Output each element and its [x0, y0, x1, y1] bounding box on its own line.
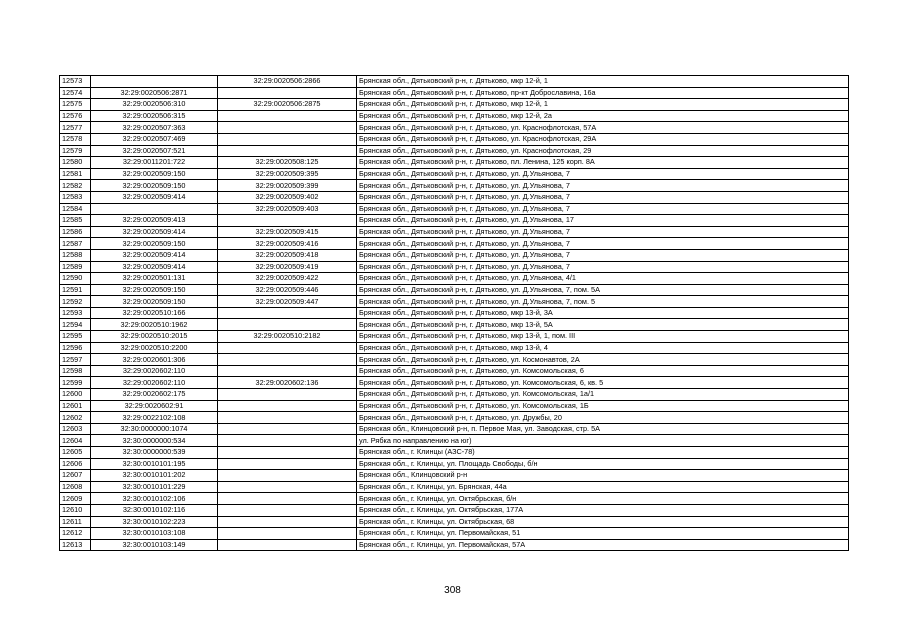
object-number-cell: 32:29:0020509:447: [218, 296, 357, 308]
address-cell: Брянская обл., Клинцовский р-н: [357, 470, 849, 482]
row-number-cell: 12579: [60, 145, 91, 157]
object-number-cell: [218, 539, 357, 551]
address-cell: Брянская обл., Дятьковский р-н, г. Дятьково, мкр 13-й, 5А: [357, 319, 849, 331]
table-row: [60, 423, 849, 435]
page-number: 308: [444, 585, 461, 596]
address-cell: Брянская обл., Дятьковский р-н, г. Дятьково, пр-кт Доброславина, 16а: [357, 87, 849, 99]
row-number-cell: 12588: [60, 249, 91, 261]
table-row: [60, 365, 849, 377]
object-number-cell: [218, 528, 357, 540]
table-row: [60, 168, 849, 180]
parcel-number-cell: 32:30:0010102:116: [91, 504, 218, 516]
object-number-cell: 32:29:0020509:446: [218, 284, 357, 296]
parcel-number-cell: 32:29:0020510:2200: [91, 342, 218, 354]
address-cell: Брянская обл., Дятьковский р-н, г. Дятьково, ул. Д.Ульянова, 7, пом. 5А: [357, 284, 849, 296]
row-number-cell: 12594: [60, 319, 91, 331]
address-cell: Брянская обл., Дятьковский р-н, г. Дятьково, ул. Д.Ульянова, 7: [357, 191, 849, 203]
parcel-number-cell: 32:29:0020510:166: [91, 307, 218, 319]
parcel-number-cell: 32:29:0020509:150: [91, 238, 218, 250]
object-number-cell: 32:29:0020509:403: [218, 203, 357, 215]
table-row: [60, 180, 849, 192]
table-row: [60, 133, 849, 145]
address-cell: Брянская обл., Дятьковский р-н, г. Дятьково, ул. Д.Ульянова, 7: [357, 261, 849, 273]
object-number-cell: [218, 133, 357, 145]
object-number-cell: 32:29:0020509:422: [218, 273, 357, 285]
object-number-cell: [218, 87, 357, 99]
row-number-cell: 12612: [60, 528, 91, 540]
address-cell: Брянская обл., Дятьковский р-н, г. Дятьково, ул. Д.Ульянова, 7: [357, 238, 849, 250]
address-cell: Брянская обл., Дятьковский р-н, г. Дятьково, пл. Ленина, 125 корп. 8А: [357, 157, 849, 169]
object-number-cell: [218, 423, 357, 435]
address-cell: Брянская обл., г. Клинцы, ул. Первомайская, 51: [357, 528, 849, 540]
table-row: [60, 331, 849, 343]
parcel-number-cell: 32:29:0020507:469: [91, 133, 218, 145]
parcel-number-cell: 32:29:0020501:131: [91, 273, 218, 285]
row-number-cell: 12576: [60, 110, 91, 122]
table-body: [60, 76, 849, 551]
row-number-cell: 12590: [60, 273, 91, 285]
object-number-cell: [218, 458, 357, 470]
row-number-cell: 12601: [60, 400, 91, 412]
object-number-cell: [218, 504, 357, 516]
table-row: [60, 145, 849, 157]
parcel-number-cell: 32:29:0011201:722: [91, 157, 218, 169]
address-cell: Брянская обл., Дятьковский р-н, г. Дятьково, мкр 13-й, 3А: [357, 307, 849, 319]
row-number-cell: 12583: [60, 191, 91, 203]
parcel-number-cell: 32:29:0020601:306: [91, 354, 218, 366]
parcel-number-cell: 32:29:0020506:310: [91, 99, 218, 111]
address-cell: Брянская обл., Дятьковский р-н, г. Дятьково, ул. Комсомольская, 6, кв. 5: [357, 377, 849, 389]
row-number-cell: 12607: [60, 470, 91, 482]
object-number-cell: [218, 215, 357, 227]
table-row: [60, 261, 849, 273]
parcel-number-cell: 32:29:0020510:2015: [91, 331, 218, 343]
table-row: [60, 157, 849, 169]
row-number-cell: 12591: [60, 284, 91, 296]
address-cell: Брянская обл., Дятьковский р-н, г. Дятьково, ул. Комсомольская, 1Б: [357, 400, 849, 412]
address-cell: Брянская обл., Дятьковский р-н, г. Дятьково, мкр 12-й, 2а: [357, 110, 849, 122]
address-cell: Брянская обл., Дятьковский р-н, г. Дятьково, ул. Краснофлотская, 29А: [357, 133, 849, 145]
object-number-cell: [218, 470, 357, 482]
row-number-cell: 12603: [60, 423, 91, 435]
row-number-cell: 12586: [60, 226, 91, 238]
table-row: [60, 122, 849, 134]
object-number-cell: [218, 400, 357, 412]
object-number-cell: [218, 516, 357, 528]
object-number-cell: 32:29:0020510:2182: [218, 331, 357, 343]
table-row: [60, 354, 849, 366]
table-row: [60, 249, 849, 261]
address-cell: Брянская обл., г. Клинцы, ул. Площадь Свободы, б/н: [357, 458, 849, 470]
table-row: [60, 435, 849, 447]
table-row: [60, 307, 849, 319]
row-number-cell: 12605: [60, 447, 91, 459]
table-row: [60, 296, 849, 308]
object-number-cell: 32:29:0020509:399: [218, 180, 357, 192]
table-row: [60, 203, 849, 215]
object-number-cell: 32:29:0020509:418: [218, 249, 357, 261]
object-number-cell: [218, 122, 357, 134]
table-row: [60, 99, 849, 111]
address-cell: Брянская обл., Дятьковский р-н, г. Дятьково, ул. Д.Ульянова, 7, пом. 5: [357, 296, 849, 308]
row-number-cell: 12581: [60, 168, 91, 180]
parcel-number-cell: 32:29:0020509:414: [91, 191, 218, 203]
object-number-cell: [218, 307, 357, 319]
parcel-number-cell: 32:30:0000000:534: [91, 435, 218, 447]
parcel-number-cell: 32:29:0020509:150: [91, 284, 218, 296]
parcel-number-cell: 32:30:0010102:106: [91, 493, 218, 505]
address-cell: Брянская обл., Дятьковский р-н, г. Дятьково, ул. Д.Ульянова, 7: [357, 249, 849, 261]
row-number-cell: 12599: [60, 377, 91, 389]
parcel-number-cell: 32:29:0020509:150: [91, 296, 218, 308]
row-number-cell: 12589: [60, 261, 91, 273]
parcel-number-cell: 32:29:0022102:108: [91, 412, 218, 424]
parcel-number-cell: 32:30:0010102:223: [91, 516, 218, 528]
object-number-cell: 32:29:0020509:402: [218, 191, 357, 203]
parcel-number-cell: 32:30:0000000:1074: [91, 423, 218, 435]
address-cell: ул. Рябка по направлению на юг): [357, 435, 849, 447]
row-number-cell: 12573: [60, 76, 91, 88]
address-cell: Брянская обл., Дятьковский р-н, г. Дятьково, ул. Комсомольская, 1а/1: [357, 389, 849, 401]
address-cell: Брянская обл., г. Клинцы (АЗС-78): [357, 447, 849, 459]
parcel-number-cell: 32:29:0020602:110: [91, 377, 218, 389]
parcel-number-cell: 32:29:0020602:175: [91, 389, 218, 401]
row-number-cell: 12598: [60, 365, 91, 377]
address-cell: Брянская обл., г. Клинцы, ул. Октябрьская, 177А: [357, 504, 849, 516]
table-row: [60, 284, 849, 296]
table-row: [60, 447, 849, 459]
address-cell: Брянская обл., Дятьковский р-н, г. Дятьково, ул. Д.Ульянова, 7: [357, 203, 849, 215]
table-row: [60, 76, 849, 88]
row-number-cell: 12587: [60, 238, 91, 250]
table-row: [60, 342, 849, 354]
object-number-cell: [218, 493, 357, 505]
parcel-number-cell: 32:29:0020509:150: [91, 180, 218, 192]
parcel-number-cell: 32:29:0020509:150: [91, 168, 218, 180]
row-number-cell: 12611: [60, 516, 91, 528]
row-number-cell: 12613: [60, 539, 91, 551]
address-cell: Брянская обл., Дятьковский р-н, г. Дятьково, ул. Краснофлотская, 29: [357, 145, 849, 157]
table-row: [60, 389, 849, 401]
object-number-cell: [218, 365, 357, 377]
table-row: [60, 377, 849, 389]
table-row: [60, 481, 849, 493]
row-number-cell: 12596: [60, 342, 91, 354]
address-cell: Брянская обл., Дятьковский р-н, г. Дятьково, мкр 12-й, 1: [357, 76, 849, 88]
parcel-number-cell: 32:29:0020506:2871: [91, 87, 218, 99]
object-number-cell: [218, 145, 357, 157]
address-cell: Брянская обл., Дятьковский р-н, г. Дятьково, мкр 13-й, 4: [357, 342, 849, 354]
object-number-cell: [218, 354, 357, 366]
table-row: [60, 470, 849, 482]
row-number-cell: 12604: [60, 435, 91, 447]
cadastral-table: [59, 75, 849, 551]
address-cell: Брянская обл., Дятьковский р-н, г. Дятьково, ул. Краснофлотская, 57А: [357, 122, 849, 134]
parcel-number-cell: 32:29:0020506:315: [91, 110, 218, 122]
parcel-number-cell: 32:29:0020602:91: [91, 400, 218, 412]
parcel-number-cell: 32:29:0020510:1962: [91, 319, 218, 331]
table-row: [60, 493, 849, 505]
address-cell: Брянская обл., г. Клинцы, ул. Октябрьская, 68: [357, 516, 849, 528]
table-row: [60, 110, 849, 122]
object-number-cell: [218, 342, 357, 354]
address-cell: Брянская обл., Клинцовский р-н, п. Первое Мая, ул. Заводская, стр. 5А: [357, 423, 849, 435]
parcel-number-cell: 32:29:0020507:363: [91, 122, 218, 134]
parcel-number-cell: [91, 203, 218, 215]
row-number-cell: 12585: [60, 215, 91, 227]
address-cell: Брянская обл., Дятьковский р-н, г. Дятьково, ул. Д.Ульянова, 4/1: [357, 273, 849, 285]
row-number-cell: 12595: [60, 331, 91, 343]
parcel-number-cell: 32:30:0010101:202: [91, 470, 218, 482]
object-number-cell: [218, 447, 357, 459]
row-number-cell: 12584: [60, 203, 91, 215]
row-number-cell: 12580: [60, 157, 91, 169]
address-cell: Брянская обл., Дятьковский р-н, г. Дятьково, ул. Д.Ульянова, 7: [357, 226, 849, 238]
address-cell: Брянская обл., г. Клинцы, ул. Октябрьская, б/н: [357, 493, 849, 505]
table-row: [60, 238, 849, 250]
table-row: [60, 215, 849, 227]
row-number-cell: 12608: [60, 481, 91, 493]
row-number-cell: 12610: [60, 504, 91, 516]
parcel-number-cell: 32:30:0000000:539: [91, 447, 218, 459]
row-number-cell: 12578: [60, 133, 91, 145]
object-number-cell: [218, 110, 357, 122]
address-cell: Брянская обл., Дятьковский р-н, г. Дятьково, ул. Комсомольская, 6: [357, 365, 849, 377]
row-number-cell: 12577: [60, 122, 91, 134]
object-number-cell: 32:29:0020509:415: [218, 226, 357, 238]
parcel-number-cell: 32:30:0010103:108: [91, 528, 218, 540]
object-number-cell: [218, 481, 357, 493]
row-number-cell: 12582: [60, 180, 91, 192]
parcel-number-cell: 32:29:0020509:414: [91, 226, 218, 238]
address-cell: Брянская обл., Дятьковский р-н, г. Дятьково, мкр 13-й, 1, пом. III: [357, 331, 849, 343]
object-number-cell: 32:29:0020509:416: [218, 238, 357, 250]
table-row: [60, 87, 849, 99]
object-number-cell: [218, 319, 357, 331]
table-row: [60, 226, 849, 238]
object-number-cell: 32:29:0020509:395: [218, 168, 357, 180]
row-number-cell: 12574: [60, 87, 91, 99]
table-row: [60, 412, 849, 424]
parcel-number-cell: 32:29:0020507:521: [91, 145, 218, 157]
object-number-cell: 32:29:0020506:2866: [218, 76, 357, 88]
table-row: [60, 458, 849, 470]
object-number-cell: 32:29:0020602:136: [218, 377, 357, 389]
row-number-cell: 12609: [60, 493, 91, 505]
parcel-number-cell: [91, 76, 218, 88]
table-row: [60, 528, 849, 540]
row-number-cell: 12575: [60, 99, 91, 111]
row-number-cell: 12600: [60, 389, 91, 401]
table-row: [60, 516, 849, 528]
parcel-number-cell: 32:29:0020509:414: [91, 249, 218, 261]
parcel-number-cell: 32:29:0020602:110: [91, 365, 218, 377]
row-number-cell: 12597: [60, 354, 91, 366]
parcel-number-cell: 32:29:0020509:414: [91, 261, 218, 273]
parcel-number-cell: 32:30:0010101:195: [91, 458, 218, 470]
table-row: [60, 400, 849, 412]
row-number-cell: 12593: [60, 307, 91, 319]
table-row: [60, 319, 849, 331]
address-cell: Брянская обл., Дятьковский р-н, г. Дятьково, мкр 12-й, 1: [357, 99, 849, 111]
object-number-cell: 32:29:0020509:419: [218, 261, 357, 273]
row-number-cell: 12592: [60, 296, 91, 308]
row-number-cell: 12602: [60, 412, 91, 424]
address-cell: Брянская обл., Дятьковский р-н, г. Дятьково, ул. Д.Ульянова, 7: [357, 180, 849, 192]
object-number-cell: [218, 412, 357, 424]
row-number-cell: 12606: [60, 458, 91, 470]
table-row: [60, 273, 849, 285]
address-cell: Брянская обл., Дятьковский р-н, г. Дятьково, ул. Космонавтов, 2А: [357, 354, 849, 366]
address-cell: Брянская обл., г. Клинцы, ул. Брянская, 44а: [357, 481, 849, 493]
table-row: [60, 504, 849, 516]
object-number-cell: 32:29:0020508:125: [218, 157, 357, 169]
parcel-number-cell: 32:30:0010101:229: [91, 481, 218, 493]
table-row: [60, 191, 849, 203]
object-number-cell: [218, 389, 357, 401]
address-cell: Брянская обл., Дятьковский р-н, г. Дятьково, ул. Д.Ульянова, 17: [357, 215, 849, 227]
address-cell: Брянская обл., г. Клинцы, ул. Первомайская, 57А: [357, 539, 849, 551]
parcel-number-cell: 32:30:0010103:149: [91, 539, 218, 551]
table-row: [60, 539, 849, 551]
parcel-number-cell: 32:29:0020509:413: [91, 215, 218, 227]
object-number-cell: [218, 435, 357, 447]
address-cell: Брянская обл., Дятьковский р-н, г. Дятьково, ул. Дружбы, 20: [357, 412, 849, 424]
object-number-cell: 32:29:0020506:2875: [218, 99, 357, 111]
address-cell: Брянская обл., Дятьковский р-н, г. Дятьково, ул. Д.Ульянова, 7: [357, 168, 849, 180]
